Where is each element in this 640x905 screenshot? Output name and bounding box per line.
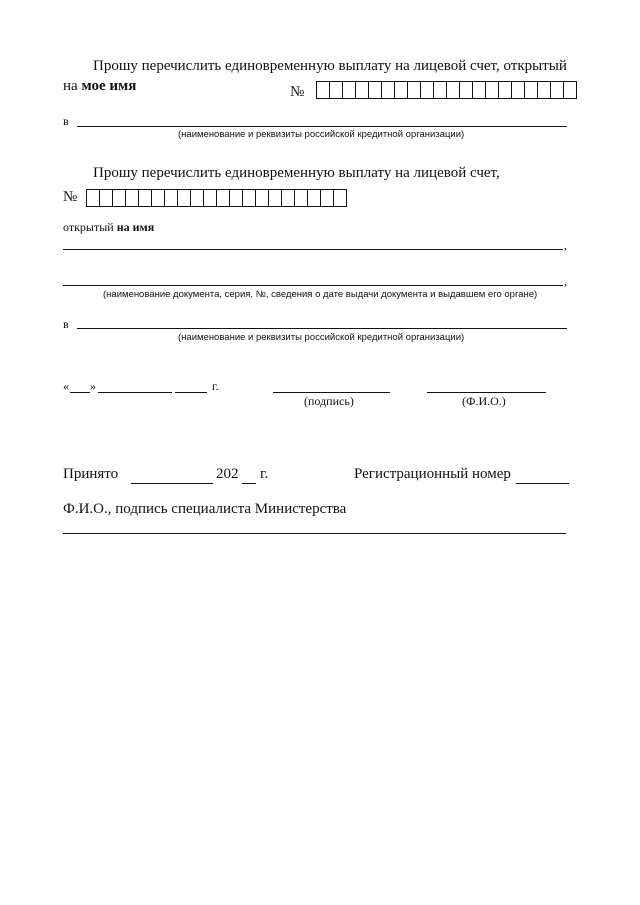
account-digit-cell[interactable] <box>369 82 382 98</box>
account-digit-cell[interactable] <box>382 82 395 98</box>
signature-field[interactable] <box>273 392 390 393</box>
account-digit-cell[interactable] <box>434 82 447 98</box>
request-text-2: Прошу перечислить единовременную выплату на лицевой счет, <box>93 165 500 181</box>
signature-caption: (подпись) <box>304 394 354 408</box>
account-digit-cell[interactable] <box>551 82 564 98</box>
holder-name-field[interactable] <box>63 249 563 250</box>
bank-caption-2: (наименование и реквизиты российской кредитной организации) <box>178 332 465 343</box>
bank-caption-1: (наименование и реквизиты российской кредитной организации) <box>178 129 465 140</box>
account-digit-cell[interactable] <box>356 82 369 98</box>
account-digit-cell[interactable] <box>256 190 269 206</box>
account-digit-cell[interactable] <box>343 82 356 98</box>
full-name-field[interactable] <box>427 392 546 393</box>
on-prefix: на <box>63 78 78 94</box>
date-year-suffix: г. <box>212 379 219 393</box>
account-digit-cell[interactable] <box>295 190 308 206</box>
account-digit-cell[interactable] <box>165 190 178 206</box>
bank-prefix-2: в <box>63 317 69 331</box>
account-digit-cell[interactable] <box>308 190 321 206</box>
account-digit-cell[interactable] <box>100 190 113 206</box>
date-month-field[interactable] <box>98 392 172 393</box>
account-digit-cell[interactable] <box>191 190 204 206</box>
account-digit-cell[interactable] <box>334 190 346 206</box>
account-digit-cell[interactable] <box>87 190 100 206</box>
comma-1: , <box>564 238 567 252</box>
opened-on-name-line <box>63 220 154 235</box>
account-digit-cell[interactable] <box>460 82 473 98</box>
registration-number-field[interactable] <box>516 483 569 484</box>
date-open-quote: « <box>63 379 69 393</box>
account-digit-cell[interactable] <box>538 82 551 98</box>
account-digit-cell[interactable] <box>525 82 538 98</box>
bank-prefix-1: в <box>63 114 69 128</box>
account-digit-cell[interactable] <box>564 82 576 98</box>
registration-label: Регистрационный номер <box>354 466 511 482</box>
account-digit-cell[interactable] <box>486 82 499 98</box>
number-sign-1: № <box>290 84 305 100</box>
account-digit-cell[interactable] <box>512 82 525 98</box>
account-digit-cell[interactable] <box>243 190 256 206</box>
holder-document-field[interactable] <box>63 285 563 286</box>
bank-field-2[interactable] <box>77 328 567 329</box>
account-digit-cell[interactable] <box>499 82 512 98</box>
account-digit-cell[interactable] <box>330 82 343 98</box>
account-digit-cell[interactable] <box>321 190 334 206</box>
account-digit-cell[interactable] <box>217 190 230 206</box>
number-sign-2: № <box>63 189 78 205</box>
account-digit-cell[interactable] <box>421 82 434 98</box>
bank-field-1[interactable] <box>77 126 567 127</box>
account-digit-cell[interactable] <box>178 190 191 206</box>
account-digit-cell[interactable] <box>473 82 486 98</box>
comma-2: , <box>564 274 567 288</box>
account-digit-cell[interactable] <box>204 190 217 206</box>
accepted-year-field[interactable] <box>242 483 256 484</box>
account-digit-cell[interactable] <box>395 82 408 98</box>
accepted-label: Принято <box>63 466 119 482</box>
account-digit-cell[interactable] <box>152 190 165 206</box>
accepted-year-prefix: 202 <box>216 466 239 482</box>
account-digit-cell[interactable] <box>282 190 295 206</box>
account-digit-cell[interactable] <box>230 190 243 206</box>
specialist-label: Ф.И.О., подпись специалиста Министерства <box>63 501 347 517</box>
document-caption: (наименование документа, серия, №, сведения о дате выдачи документа и выдавшем его органе) <box>103 289 538 300</box>
date-year-field[interactable] <box>175 392 207 393</box>
accepted-year-suffix: г. <box>260 466 269 482</box>
accepted-date-field[interactable] <box>131 483 213 484</box>
owner-my-name: мое имя <box>81 78 137 94</box>
on-name-label: на имя <box>116 220 155 234</box>
full-name-caption: (Ф.И.О.) <box>462 394 506 408</box>
date-day-field[interactable] <box>70 392 90 393</box>
account-owner-line-1 <box>63 78 136 95</box>
account-digit-cell[interactable] <box>126 190 139 206</box>
request-text-1: Прошу перечислить единовременную выплату на лицевой счет, открытый <box>93 58 567 74</box>
account-digit-cell[interactable] <box>447 82 460 98</box>
account-digit-cell[interactable] <box>408 82 421 98</box>
date-close-quote: » <box>90 379 96 393</box>
account-digit-cell[interactable] <box>113 190 126 206</box>
account-number-cells-1[interactable] <box>316 81 577 99</box>
account-digit-cell[interactable] <box>317 82 330 98</box>
specialist-field[interactable] <box>63 533 566 534</box>
opened-prefix: открытый <box>63 220 114 234</box>
account-digit-cell[interactable] <box>269 190 282 206</box>
account-number-cells-2[interactable] <box>86 189 347 207</box>
account-digit-cell[interactable] <box>139 190 152 206</box>
